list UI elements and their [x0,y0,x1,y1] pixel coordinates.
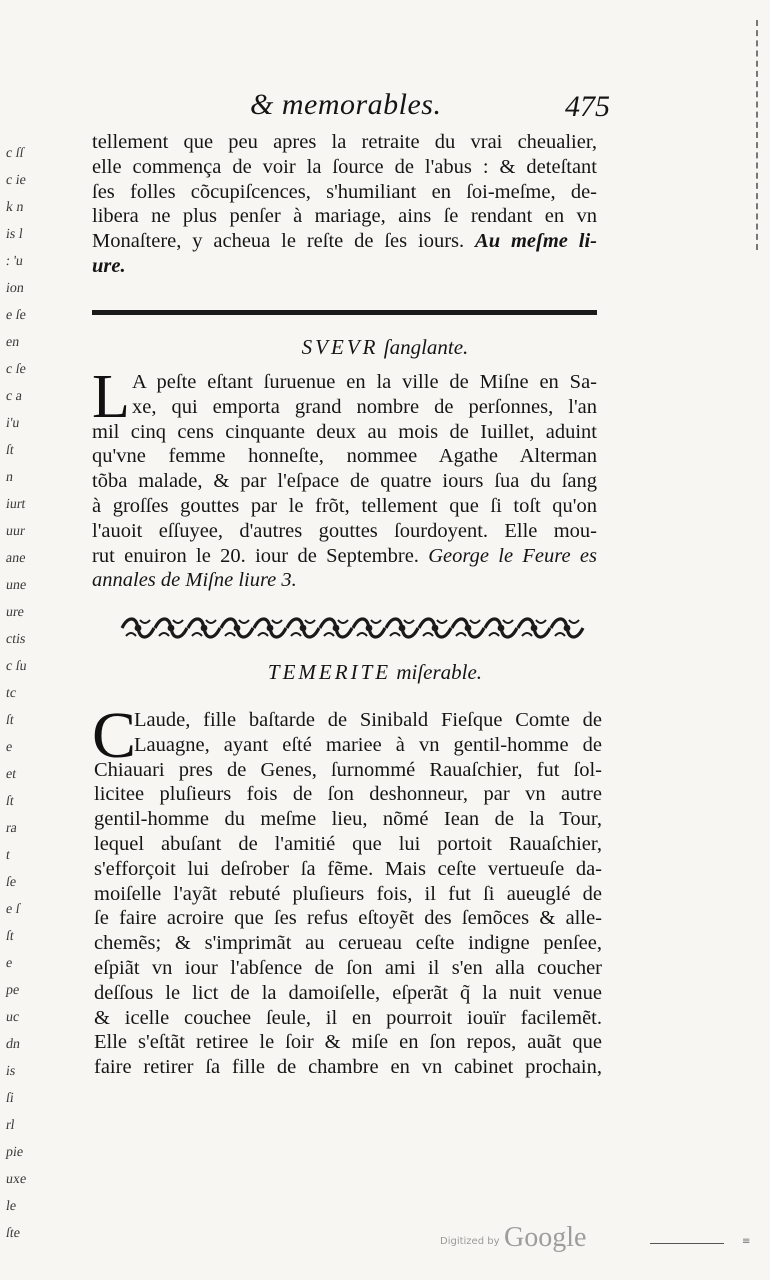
text-line: xe, qui emporta grand nombre de perſonnes, l'an [132,395,597,418]
section-title [0,660,760,685]
ornament-motif [320,619,352,637]
bleed-fragment: c a [4,389,23,404]
page-header [250,88,610,134]
text-line: deſſous le lict de la damoiſelle, eſperãt q̃ la nuit venue [94,981,602,1004]
running-title: & memorables. [250,88,442,121]
text-line: à groſſes gouttes par le frõt, tellement que ſi toſt qu'on [92,494,597,517]
bleed-fragment: iurt [4,497,27,512]
bleed-fragment: ſe [4,875,18,890]
bleed-fragment: ure [4,605,25,620]
right-page-edge [756,20,764,250]
bleed-fragment: une [4,578,28,593]
bleed-fragment: uc [4,1010,21,1025]
bleed-fragment: ra [4,821,18,836]
ornament-motif [254,619,286,637]
section-body [94,708,602,1080]
text-line: libera ne plus penſer à mariage, ains ſe rendant en vn [92,205,597,228]
bleed-fragment: rl [4,1118,16,1133]
ornament-motif [518,619,550,637]
bleed-fragment: en [4,335,21,350]
ornament-motif [155,619,187,637]
bleed-fragment: ſt [4,713,15,728]
text-line: A peſte eſtant ſuruenue en la ville de Miſne en Sa- [132,371,597,393]
ornament-motif [353,619,385,637]
bleed-fragment: c ſu [4,659,28,674]
text-line: eſpiãt vn iour l'abſence de ſon ami il s'en alla coucher [94,956,602,979]
previous-story-ending [92,130,597,279]
ornament-motif [386,619,418,637]
text-line [92,254,597,279]
bleed-fragment: ctis [4,632,27,647]
bleed-fragment: is l [4,227,24,242]
text-line: & icelle couchee ſeule, il en pourroit iouïr facilemẽt. [94,1006,602,1029]
watermark-caption: Digitized by [440,1236,500,1247]
digitization-watermark [440,1222,640,1262]
bleed-fragment: t [4,848,11,863]
citation: George le Feure es [428,544,597,567]
ornament-motif [287,619,319,637]
section-divider-rule [92,310,597,315]
text-line: chemẽs; & s'imprimãt au cerueau ceſte indigne penſee, [94,932,602,955]
bleed-fragment: : 'u [4,254,24,269]
bleed-fragment: n [4,470,15,485]
bleed-fragment: ſt [4,929,15,944]
text-line: Chiauari pres de Genes, ſurnommé Rauaſchier, fut ſol- [94,758,602,781]
bleed-fragment: ſi [4,1091,15,1106]
text-line: lequel abuſant de l'amitié que lui portoit Rauaſchier, [94,832,602,855]
drop-cap: C [92,699,137,772]
text-line: ſes folles cõcupiſcences, s'humiliant en ſoi-meſme, de- [92,180,597,203]
drop-cap: L [92,363,130,431]
citation: ure. [92,254,126,277]
ornament-motif [122,619,154,637]
margin-bleed-through [4,140,44,1241]
ornament-motif [419,619,451,637]
text-line [92,568,597,593]
bleed-fragment: dn [4,1037,22,1052]
bleed-fragment: c ie [4,173,27,188]
section-body [92,370,597,593]
ornamental-band [118,614,586,642]
bleed-fragment: is [4,1064,17,1079]
text-line: licitee pluſieurs fois de ſon deshonneur, par vn autre [94,783,602,806]
bleed-fragment: e [4,740,14,755]
text-line: qu'vne femme honneſte, nommee Agathe Alterman [92,445,597,468]
text-line: Elle s'eſtãt retiree le ſoir & miſe en ſon repos, auãt que [94,1031,602,1054]
page-edge-mark: ≡ [742,1236,751,1247]
ornament-motif [221,619,253,637]
bleed-fragment: e [4,956,14,971]
bleed-fragment: c ſſ [4,146,25,161]
text-line: mil cinq cens cinquante deux au mois de Iuillet, aduint [92,420,597,443]
ornament-motif [551,619,583,637]
bleed-fragment: k n [4,200,25,215]
page-edge-line [650,1243,724,1244]
text-line: tõba malade, & par l'eſpace de quatre iours ſua du ſang [92,470,597,493]
text-line-content: rut enuiron le 20. iour de Septembre. [92,544,419,567]
text-line: elle commença de voir la ſource de l'abus : & deteſtant [92,155,597,178]
page-number: 475 [565,90,610,123]
text-line: Lauagne, ayant eſté mariee à vn gentil-homme de [134,733,602,756]
section-title-caps: SVEVR [301,335,379,359]
text-line-content: Monaſtere, y acheua le reſte de ſes iours. [92,230,465,253]
text-line: tellement que peu apres la retraite du vrai cheualier, [92,131,597,153]
text-line [92,229,597,254]
bleed-fragment: c ſe [4,362,27,377]
section-title-rest: ſanglante. [383,335,469,359]
bleed-fragment: et [4,767,18,782]
bleed-fragment: e ſe [4,308,27,323]
bleed-fragment: ſt [4,794,15,809]
google-logo: Google [504,1222,587,1253]
text-line: l'auoit eſſuyee, d'autres gouttes ſourdoyent. Elle mou- [92,519,597,542]
text-line: gentil-homme du meſme lieu, nõmé Iean de la Tour, [94,808,602,831]
bleed-fragment: ſt [4,443,15,458]
ornament-motif [485,619,517,637]
ornament-motif [452,619,484,637]
bleed-fragment: ſte [4,1226,22,1241]
bleed-fragment: uur [4,524,26,539]
text-line: moiſelle l'ayãt rebuté pluſieurs fois, il fut ſi aueuglé de [94,882,602,905]
section-title [0,335,770,360]
bleed-fragment: i'u [4,416,21,431]
section-title-caps: TEMERITE [267,660,392,684]
text-line [92,544,597,569]
citation: Au meſme li- [475,230,598,253]
citation: annales de Miſne liure 3. [92,569,297,592]
bleed-fragment: e ſ [4,902,21,917]
bleed-fragment: pe [4,983,21,998]
bleed-fragment: ane [4,551,27,566]
bleed-fragment: pie [4,1145,25,1160]
text-line: s'efforçoit lui deſrober ſa fẽme. Mais ceſte vertueuſe da- [94,857,602,880]
bleed-fragment: uxe [4,1172,28,1187]
ornament-motif [188,619,220,637]
section-title-rest: miſerable. [396,660,483,684]
text-line: ſe faire acroire que ſes refus eſtoyẽt des ſemõces & alle- [94,907,602,930]
bleed-fragment: ion [4,281,25,296]
bleed-fragment: le [4,1199,18,1214]
text-line: faire retirer ſa fille de chambre en vn cabinet prochain, [94,1056,602,1079]
bleed-fragment: tc [4,686,18,701]
text-line: Laude, fille baſtarde de Sinibald Fieſque Comte de [134,709,602,731]
